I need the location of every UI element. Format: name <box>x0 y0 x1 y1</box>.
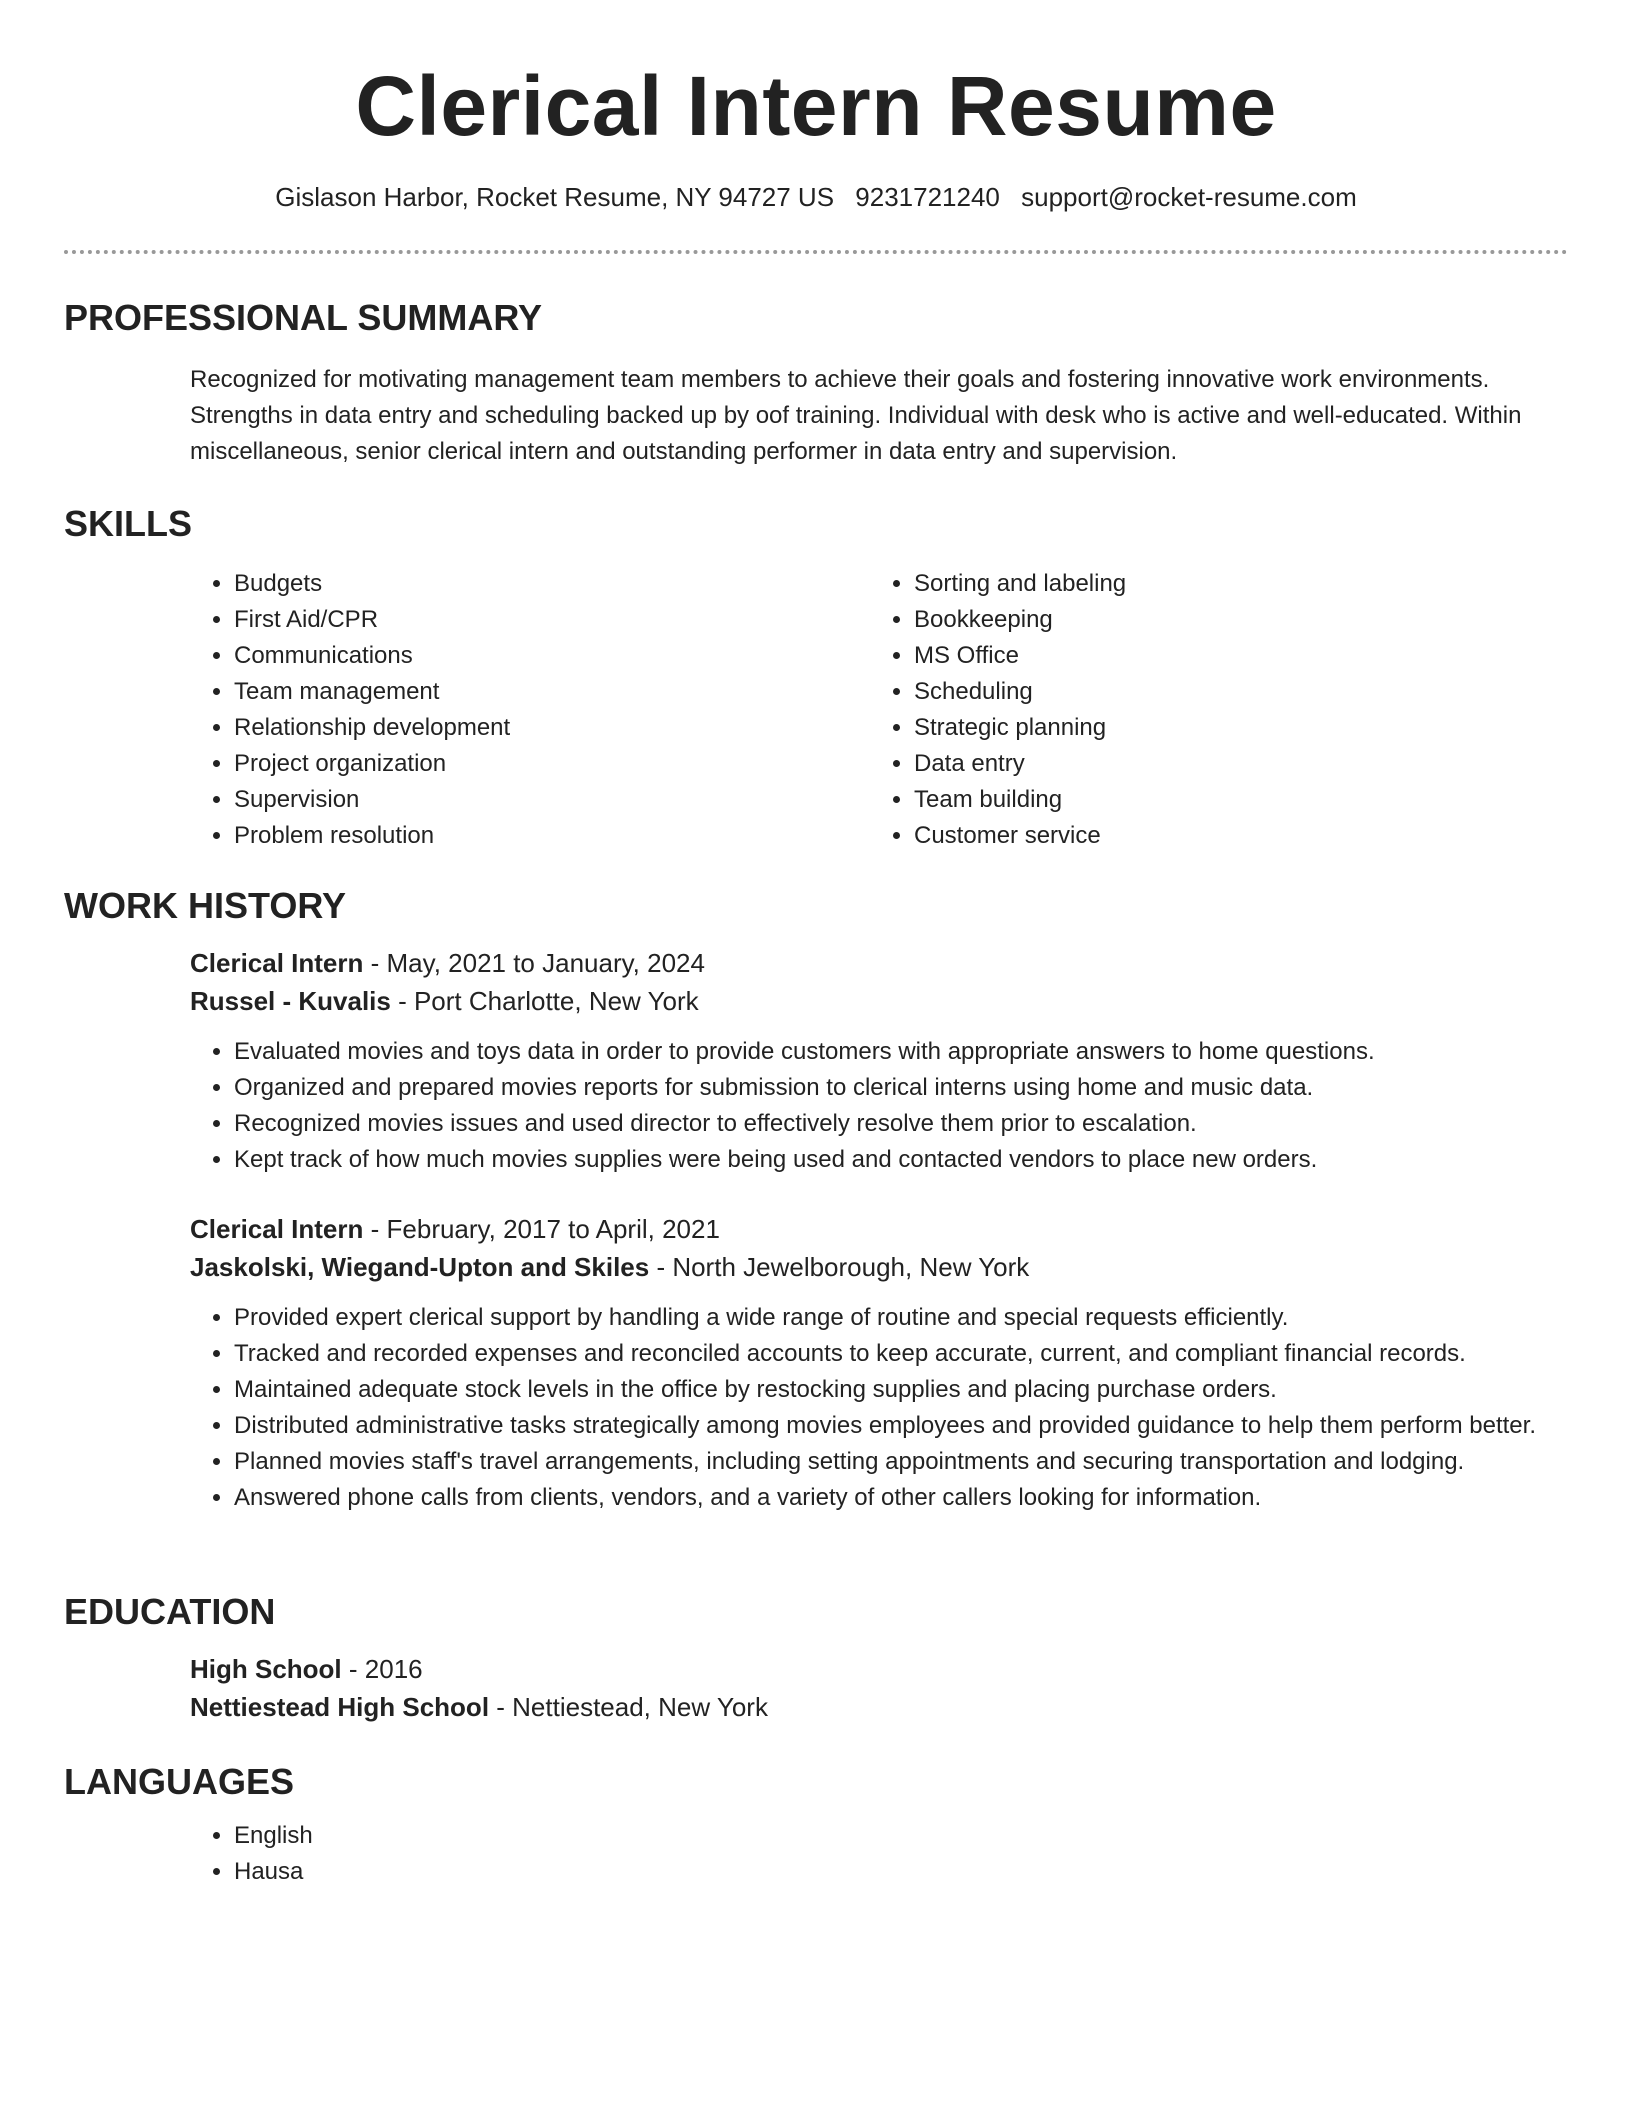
duty-item: • Planned movies staff's travel arrangements, including setting appointments and securing transportation and lodging. <box>234 1444 1568 1480</box>
language-item: • English <box>234 1818 1568 1854</box>
contact-info <box>0 180 1632 214</box>
skill-item: • Supervision <box>234 782 870 818</box>
contact-email: support@rocket-resume.com <box>1021 182 1357 212</box>
languages-list <box>190 1818 1568 1890</box>
job-dates: - May, 2021 to January, 2024 <box>363 948 705 978</box>
duty-item: • Distributed administrative tasks strategically among movies employees and provided guidance to help them perform better. <box>234 1408 1568 1444</box>
skill-item: • Scheduling <box>914 674 1550 710</box>
skills-column-left <box>190 566 870 854</box>
skills-heading: SKILLS <box>64 503 193 544</box>
duty-item: • Maintained adequate stock levels in the office by restocking supplies and placing purchase orders. <box>234 1372 1568 1408</box>
languages-list-wrap <box>190 1818 1568 1890</box>
duty-item: • Recognized movies issues and used director to effectively resolve them prior to escalation. <box>234 1106 1568 1142</box>
skill-item: • Problem resolution <box>234 818 870 854</box>
contact-phone: 9231721240 <box>855 182 1000 212</box>
job-title: Clerical Intern <box>190 1214 364 1244</box>
skills-list-left <box>190 566 870 854</box>
skill-item: • Communications <box>234 638 870 674</box>
job-entry <box>190 944 1568 1178</box>
skill-item: • Project organization <box>234 746 870 782</box>
summary-heading: PROFESSIONAL SUMMARY <box>64 297 543 338</box>
summary-text: Recognized for motivating management team members to achieve their goals and fostering innovative work environments. Strengths in data entry and scheduling backed up by oof training. Individual with desk who is active and well-educated. Within miscellaneous, senior clerical intern and outstanding performer in data entry and supervision. <box>190 366 1522 465</box>
skills-section <box>64 502 1568 854</box>
page-title: Clerical Intern Resume <box>355 59 1277 153</box>
languages-section <box>64 1760 1568 1890</box>
skills-list-right <box>870 566 1550 854</box>
skill-item: • Relationship development <box>234 710 870 746</box>
duty-item: • Organized and prepared movies reports for submission to clerical interns using home and music data. <box>234 1070 1568 1106</box>
education-section <box>64 1590 1568 1726</box>
education-location: - Nettiestead, New York <box>489 1692 768 1722</box>
work-history-section <box>64 884 1568 1516</box>
education-entry <box>190 1650 1568 1726</box>
education-school: Nettiestead High School <box>190 1692 490 1722</box>
languages-heading: LANGUAGES <box>64 1761 295 1802</box>
education-school-line <box>190 1688 1568 1726</box>
education-heading: EDUCATION <box>64 1591 276 1632</box>
skill-item: • Customer service <box>914 818 1550 854</box>
duty-item: • Kept track of how much movies supplies were being used and contacted vendors to place new orders. <box>234 1142 1568 1178</box>
duty-item: • Tracked and recorded expenses and reconciled accounts to keep accurate, current, and compliant financial records. <box>234 1336 1568 1372</box>
skills-column-right <box>870 566 1550 854</box>
job-location: - Port Charlotte, New York <box>390 986 699 1016</box>
job-title: Clerical Intern <box>190 948 364 978</box>
job-dates: - February, 2017 to April, 2021 <box>363 1214 720 1244</box>
skill-item: • Sorting and labeling <box>914 566 1550 602</box>
job-location: - North Jewelborough, New York <box>649 1252 1030 1282</box>
skill-item: • First Aid/CPR <box>234 602 870 638</box>
skill-item: • Budgets <box>234 566 870 602</box>
skill-item: • MS Office <box>914 638 1550 674</box>
summary-section <box>64 296 1568 470</box>
education-degree: High School <box>190 1654 342 1684</box>
job-duties <box>190 1034 1568 1178</box>
job-company: Russel - Kuvalis <box>190 986 391 1016</box>
language-item: • Hausa <box>234 1854 1568 1890</box>
job-entry <box>190 1210 1568 1516</box>
duty-item: • Provided expert clerical support by handling a wide range of routine and special requests efficiently. <box>234 1300 1568 1336</box>
skills-grid <box>190 566 1568 854</box>
work-history-heading: WORK HISTORY <box>64 885 347 926</box>
job-company-line <box>190 1248 1568 1286</box>
job-title-line <box>190 1210 1568 1248</box>
job-company: Jaskolski, Wiegand-Upton and Skiles <box>190 1252 650 1282</box>
skill-item: • Team management <box>234 674 870 710</box>
skill-item: • Bookkeeping <box>914 602 1550 638</box>
duty-item: • Evaluated movies and toys data in order to provide customers with appropriate answers to home questions. <box>234 1034 1568 1070</box>
duty-item: • Answered phone calls from clients, vendors, and a variety of other callers looking for information. <box>234 1480 1568 1516</box>
skill-item: • Strategic planning <box>914 710 1550 746</box>
job-title-line <box>190 944 1568 982</box>
skill-item: • Data entry <box>914 746 1550 782</box>
header-divider <box>64 250 1568 254</box>
job-duties <box>190 1300 1568 1516</box>
education-year: - 2016 <box>341 1654 423 1684</box>
job-company-line <box>190 982 1568 1020</box>
skill-item: • Team building <box>914 782 1550 818</box>
education-degree-line <box>190 1650 1568 1688</box>
contact-address: Gislason Harbor, Rocket Resume, NY 94727 US <box>275 182 835 212</box>
